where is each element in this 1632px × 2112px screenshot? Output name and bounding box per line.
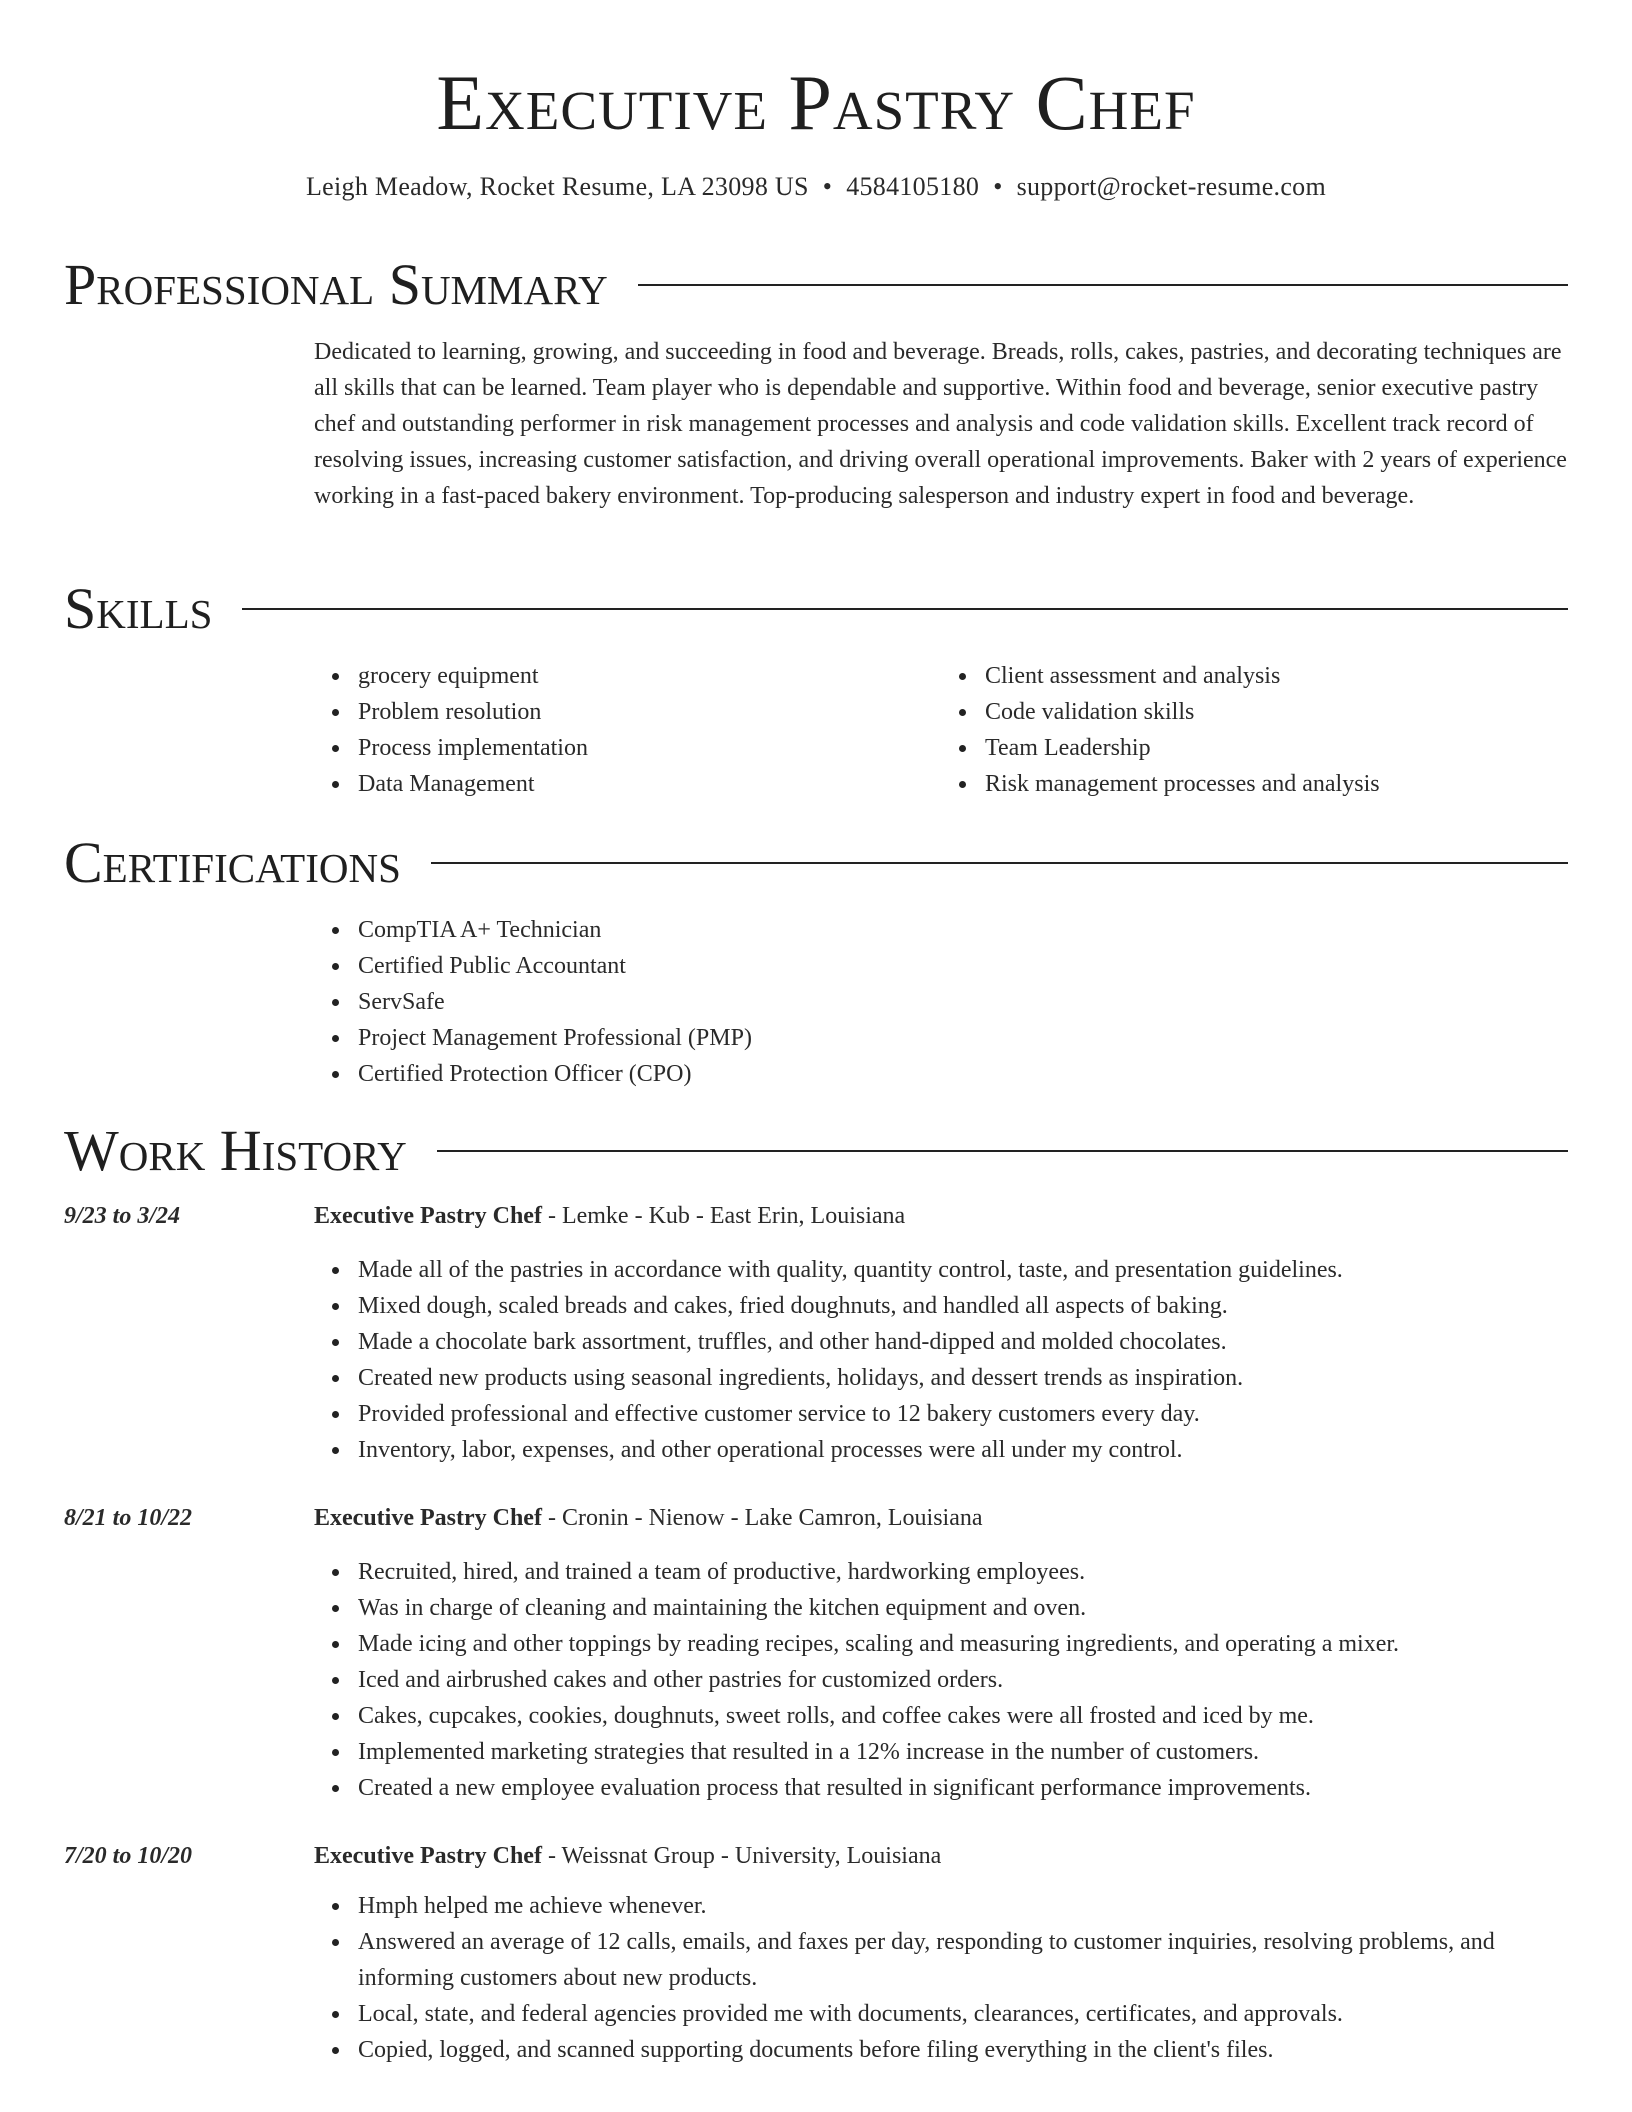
contact-address: Leigh Meadow, Rocket Resume, LA 23098 US bbox=[305, 172, 809, 201]
job-bullet: Created new products using seasonal ingredients, holidays, and dessert trends as inspiration. bbox=[358, 1360, 1568, 1396]
job-bullet: Copied, logged, and scanned supporting documents before filing everything in the client's files. bbox=[358, 2032, 1568, 2068]
section-divider bbox=[431, 862, 1568, 864]
skill-item: Process implementation bbox=[358, 730, 941, 766]
skill-item: Risk management processes and analysis bbox=[985, 766, 1568, 802]
job-dates: 7/20 to 10/20 bbox=[64, 1843, 193, 1869]
job-heading bbox=[314, 1500, 1568, 1536]
summary-header bbox=[64, 250, 1568, 320]
job-entry bbox=[64, 1500, 1568, 1806]
certification-item: CompTIA A+ Technician bbox=[358, 912, 1568, 948]
contact-line bbox=[0, 172, 1632, 202]
job-details bbox=[314, 1500, 1568, 1806]
skills-list-right bbox=[941, 658, 1568, 802]
job-bullet: Made all of the pastries in accordance with quality, quantity control, taste, and presentation guidelines. bbox=[358, 1252, 1568, 1288]
certification-item: Certified Public Accountant bbox=[358, 948, 1568, 984]
skills-list-left bbox=[314, 658, 941, 802]
job-bullet: Mixed dough, scaled breads and cakes, fried doughnuts, and handled all aspects of baking. bbox=[358, 1288, 1568, 1324]
separator-dot: • bbox=[993, 172, 1003, 201]
skill-item: Team Leadership bbox=[985, 730, 1568, 766]
job-title: Executive Pastry Chef bbox=[314, 1505, 542, 1531]
skills-section bbox=[64, 574, 1568, 802]
work-section bbox=[64, 1116, 1568, 2068]
skill-item: grocery equipment bbox=[358, 658, 941, 694]
job-employer: - Lemke - Kub - East Erin, Louisiana bbox=[541, 1203, 906, 1229]
job-bullet: Created a new employee evaluation process that resulted in significant performance improvements. bbox=[358, 1770, 1568, 1806]
job-employer: - Weissnat Group - University, Louisiana bbox=[541, 1843, 942, 1869]
separator-dot: • bbox=[822, 172, 833, 201]
job-bullet: Inventory, labor, expenses, and other operational processes were all under my control. bbox=[358, 1432, 1568, 1468]
job-employer: - Cronin - Nienow - Lake Camron, Louisiana bbox=[541, 1505, 983, 1531]
job-heading bbox=[314, 1838, 1568, 1874]
certification-item: ServSafe bbox=[358, 984, 1568, 1020]
section-divider bbox=[638, 284, 1568, 286]
job-details bbox=[314, 1198, 1568, 1468]
job-bullet: Implemented marketing strategies that resulted in a 12% increase in the number of customers. bbox=[358, 1734, 1568, 1770]
certifications-heading: Certifications bbox=[64, 830, 401, 895]
job-bullets bbox=[314, 1554, 1568, 1806]
skill-item: Code validation skills bbox=[985, 694, 1568, 730]
summary-text: Dedicated to learning, growing, and succeeding in food and beverage. Breads, rolls, cakes, pastries, and decorating techniques are all skills that can be learned. Team player who is dependable and supportive. Within food and beverage, senior executive pastry chef and outstanding performer in risk management processes and analysis and code validation skills. Excellent track record of resolving issues, increasing customer satisfaction, and driving overall operational improvements. Baker with 2 years of experience working in a fast-paced bakery environment. Top-producing salesperson and industry expert in food and beverage. bbox=[314, 339, 1567, 509]
job-bullet: Local, state, and federal agencies provided me with documents, clearances, certificates, and approvals. bbox=[358, 1996, 1568, 2032]
job-dates: 9/23 to 3/24 bbox=[64, 1203, 181, 1229]
certification-item: Certified Protection Officer (CPO) bbox=[358, 1056, 1568, 1092]
skill-item: Client assessment and analysis bbox=[985, 658, 1568, 694]
section-divider bbox=[242, 608, 1568, 610]
job-title: Executive Pastry Chef bbox=[314, 1203, 542, 1229]
skills-grid bbox=[314, 658, 1568, 802]
job-details bbox=[314, 1838, 1568, 2068]
section-divider bbox=[437, 1150, 1568, 1152]
job-bullet: Made a chocolate bark assortment, truffles, and other hand-dipped and molded chocolates. bbox=[358, 1324, 1568, 1360]
certifications-body bbox=[314, 912, 1568, 1092]
job-bullets bbox=[314, 1888, 1568, 2068]
work-header bbox=[64, 1116, 1568, 1186]
job-bullets bbox=[314, 1252, 1568, 1468]
skills-heading: Skills bbox=[64, 576, 213, 641]
skills-header bbox=[64, 574, 1568, 644]
summary-heading: Professional Summary bbox=[64, 252, 608, 317]
skill-item: Data Management bbox=[358, 766, 941, 802]
job-bullet: Provided professional and effective customer service to 12 bakery customers every day. bbox=[358, 1396, 1568, 1432]
job-bullet: Made icing and other toppings by reading recipes, scaling and measuring ingredients, and operating a mixer. bbox=[358, 1626, 1568, 1662]
certifications-list bbox=[314, 912, 1568, 1092]
summary-section bbox=[64, 250, 1568, 514]
certifications-section bbox=[64, 828, 1568, 1092]
work-heading: Work History bbox=[64, 1118, 407, 1183]
job-heading bbox=[314, 1198, 1568, 1234]
job-bullet: Hmph helped me achieve whenever. bbox=[358, 1888, 1568, 1924]
job-bullet: Answered an average of 12 calls, emails, and faxes per day, responding to customer inquiries, resolving problems, and informing customers about new products. bbox=[358, 1924, 1568, 1996]
resume-title: Executive Pastry Chef bbox=[436, 59, 1196, 146]
job-bullet: Recruited, hired, and trained a team of productive, hardworking employees. bbox=[358, 1554, 1568, 1590]
job-bullet: Cakes, cupcakes, cookies, doughnuts, sweet rolls, and coffee cakes were all frosted and iced by me. bbox=[358, 1698, 1568, 1734]
job-entry bbox=[64, 1198, 1568, 1468]
certification-item: Project Management Professional (PMP) bbox=[358, 1020, 1568, 1056]
contact-email: support@rocket-resume.com bbox=[1016, 172, 1327, 201]
job-entry bbox=[64, 1838, 1568, 2068]
job-bullet: Iced and airbrushed cakes and other pastries for customized orders. bbox=[358, 1662, 1568, 1698]
certifications-header bbox=[64, 828, 1568, 898]
job-bullet: Was in charge of cleaning and maintaining the kitchen equipment and oven. bbox=[358, 1590, 1568, 1626]
job-dates: 8/21 to 10/22 bbox=[64, 1505, 193, 1531]
contact-phone: 4584105180 bbox=[846, 172, 980, 201]
job-title: Executive Pastry Chef bbox=[314, 1843, 542, 1869]
skill-item: Problem resolution bbox=[358, 694, 941, 730]
